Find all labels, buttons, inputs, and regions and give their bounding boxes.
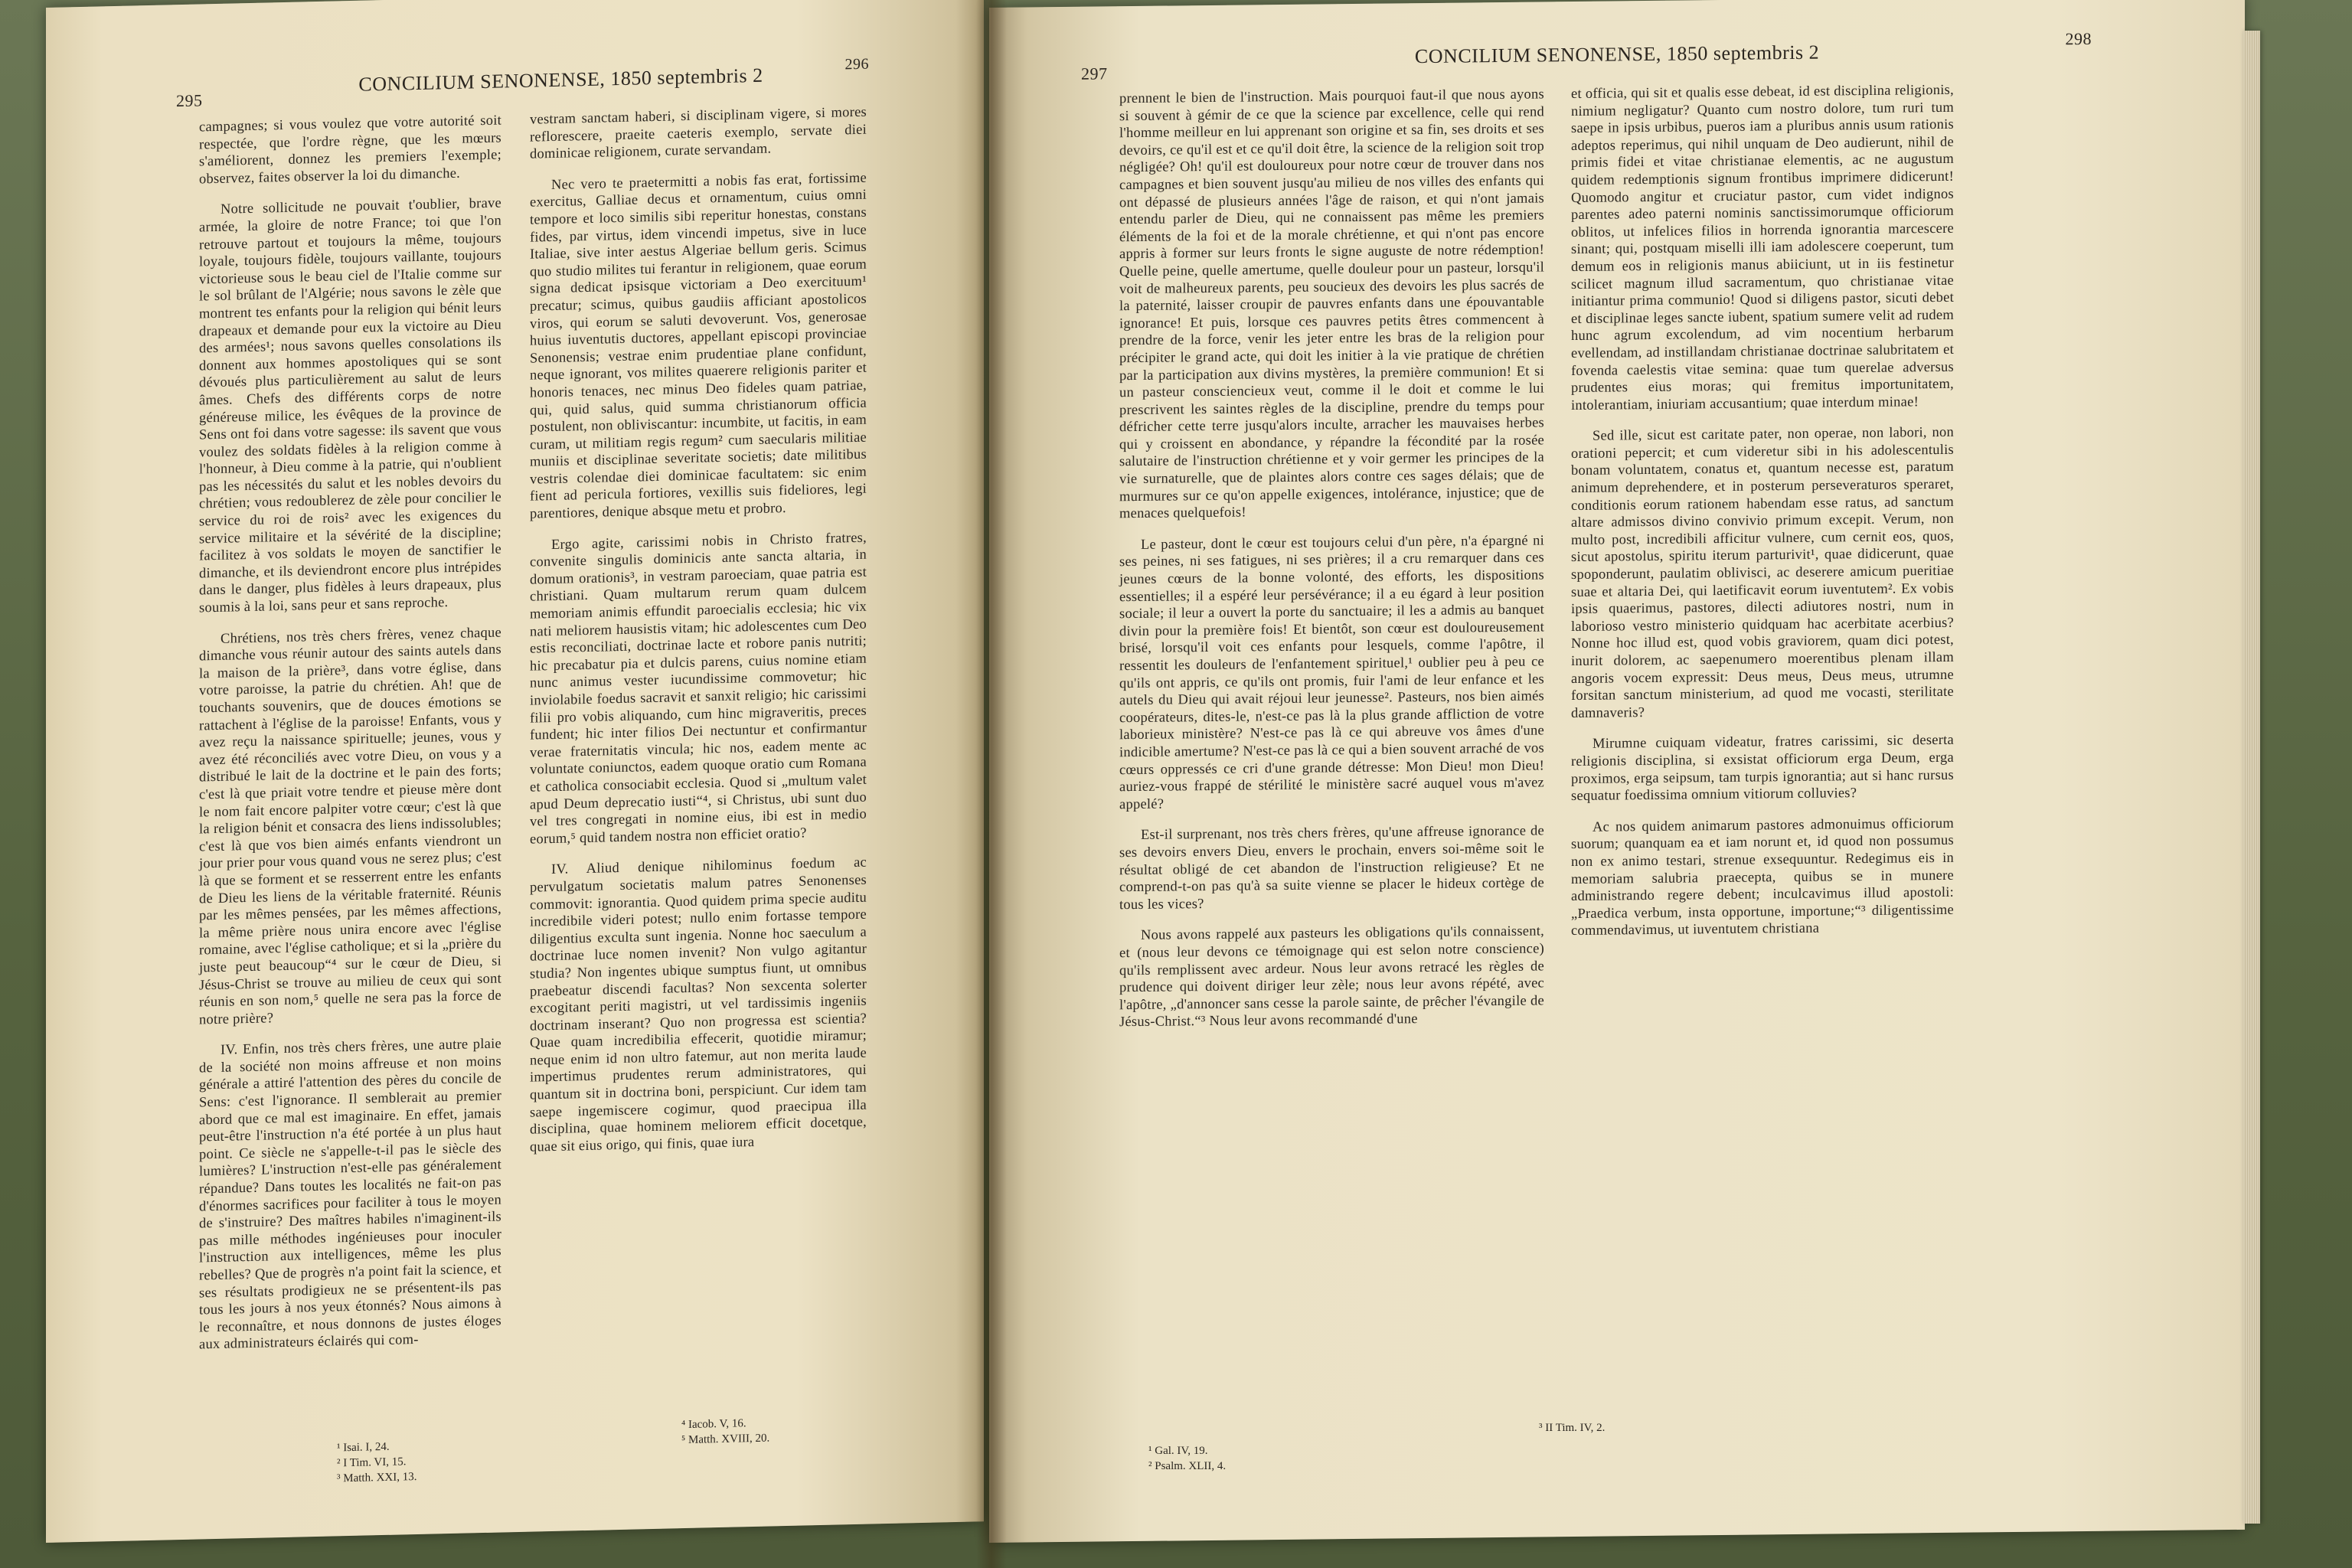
french-column <box>1119 86 1544 1045</box>
paragraph: IV. Enfin, nos très chers frères, une autre plaie de la société non moins affreuse et non moins générale a attiré l'attention des pères du concile de Sens: c'est l'ignorance. Il semblerait au premier abord que ce mal est imaginaire. En effet, jamais peut-être l'instruction n'a été portée à un plus haut point. Ce siècle ne s'appelle-t-il pas le siècle des lumières? L'instruction n'est-elle pas généralement répandue? Dans toutes les localités ne fait-on pas d'énormes sacrifices pour faciliter à tous le moyen de s'instruire? Des maîtres habiles n'imaginent-ils pas mille méthodes ingénieuses pour inoculer l'instruction aux intelligences, même les plus rebelles? Que de progrès n'a point fait la science, et ses résultats prodigieux ne se présentent-ils pas tous les jours à nos yeux étonnés? Nous aimons à le reconnaître, et nous donnons de justes éloges aux administrateurs éclairés qui com- <box>199 1036 501 1353</box>
footnote: ¹ Isai. I, 24. <box>337 1440 390 1455</box>
page-edges <box>2243 31 2260 1524</box>
page-number: 297 <box>1081 64 1108 83</box>
left-page <box>46 0 984 1543</box>
page-number: 295 <box>176 90 203 111</box>
paragraph: Nous avons rappelé aux pasteurs les obligations qu'ils connaissent, et (nous leur devons ce témoignage qui est selon notre conscience) qu'ils remplissent avec ardeur. Nous leur avons retracé les règles de prudence qui doivent diriger leur zèle; nous leur avons répété, avec l'apôtre, „d'annoncer sans cesse la parole sainte, de prêcher l'évangile de Jésus-Christ.“³ Nous leur avons recommandé d'une <box>1119 923 1544 1031</box>
footnotes <box>337 1439 417 1486</box>
footnote: ⁴ Iacob. V, 16. <box>681 1417 746 1432</box>
book-gutter <box>976 0 1007 1568</box>
footnotes <box>681 1416 769 1449</box>
footnote: ¹ Gal. IV, 19. <box>1148 1445 1208 1457</box>
paragraph: et officia, qui sit et qualis esse debeat, id est disciplina religionis, nimium negligatur? Quanto cum nostro dolore, tum ruri tum saepe in ipsis urbibus, pueros iam a pluribus annis usum rationis adeptos reperimus, qui nihil unquam de Deo audierunt, nihil de primis fidei et vitae christianae elementis, ac ne augustum quidem redemptionis signum frontibus imprimere didicerunt! Quomodo angitur et cruciatur pastor, cum videt indignos parentes adeo paterni nominis sanctissimorumque officiorum oblitos, ut infelices filios in horrenda ignorantia marcescere sinant; qui, postquam miselli illi iam adolescere coeperunt, tum demum eos in religionis manus abiiciunt, ut in iis festinetur scilicet magnum illud sacramentum, quo christianae vitae initiantur prima communio! Quod si diligens pastor, sicuti debet et disciplinae leges sancte iubent, spatium sumere velit ad rudem hunc agrum excolendum, ad vim nocentium herbarum evellendam, ad instillandam christianae doctrinae salubritatem et fovenda caelestis vitae semina: quae tum querelae adversus prudentes eius moras; qui fremitus importunitatem, intolerantiam, iniuriam accusantium; quae interdum minae! <box>1571 82 1954 413</box>
open-book <box>46 0 2266 1568</box>
running-title: CONCILIUM SENONENSE, 1850 septembris 2 <box>358 64 763 96</box>
right-page <box>989 0 2245 1543</box>
paragraph: IV. Aliud denique nihilominus foedum ac pervulgatum societatis malum patres Senonenses commovit: ignorantia. Quod quidem prima specie auditu incredibile videri potest; nullo enim fortasse tempore diligentius exculta sunt ingenia. Nonne hoc saeculum a doctrinae luce nomen invenit? Non vulgo agitantur studia? Non ingentes ubique sumptus fiunt, ut omnibus praebeatur discendi facultas? Non sexcenta solerter excogitant periti magistri, ut vel tardissimis ingeniis doctrinam inserant? Quo non progressa est scientia? Quae quam incredibilia effecerit, quotidie miramur; neque enim id non ultro fatemur, aut non merita laude impertimus prudentes rerum administratores, qui quantum sit in doctrina boni, perspiciunt. Cur idem tam saepe ingemiscere cogimur, quod praecipua illa disciplina, quae hominem meliorem efficit docetque, quae sit eius origo, qui finis, quae iura <box>530 855 867 1155</box>
paragraph: Est-il surprenant, nos très chers frères, qu'une affreuse ignorance de ses devoirs envers Dieu, envers le prochain, envers soi-même soit le résultat obligé de cet abandon de l'instruction religieuse? Et ne comprend-t-on pas qu'à sa suite vienne se placer le hideux cortège de tous les vices? <box>1119 823 1544 913</box>
paragraph: vestram sanctam haberi, si disciplinam vigere, si mores reflorescere, praeite caeteris exemplo, servate diei dominicae religionem, curate servandam. <box>530 104 867 162</box>
latin-column <box>1571 82 1954 954</box>
paragraph: Mirumne cuiquam videatur, fratres carissimi, sic deserta religionis disciplina, si exsistat officiorum erga Deum, erga proximos, erga seipsum, tam turpis ignorantia; aut si hanc rursus sequatur foedissima omnium vitiorum colluvies? <box>1571 733 1954 805</box>
paragraph: prennent le bien de l'instruction. Mais pourquoi faut-il que nous ayons si souvent à gémir de ce que la science par excellence, celle qui rend l'homme meilleur en lui apprenant son origine et sa fin, ses droits et ses devoirs, ce qu'il est et ce qu'il doit être, la science de la religion soit trop négligée? Oh! qu'il est douloureux pour notre cœur de trouver dans nos campagnes et bien souvent jusqu'au milieu de nos villes des enfants qui ont dépassé de plusieurs années l'âge de raison, et qui n'ont jamais entendu parler de Dieu, qui ne connaissent pas même les premiers éléments de la foi et de la morale chrétienne, et qui n'ont pas encore appris à former sur leurs fronts le signe auguste de notre rédemption! Quelle peine, quelle amertume, quelle douleur pour un pasteur, lorsqu'il voit de malheureux parents, peu soucieux des devoirs les plus sacrés de la paternité, laisser croupir de pauvres enfants dans une épouvantable ignorance! Et puis, lorsque ces pauvres petits êtres commencent à prendre de la force, venir les jeter entre les bras de la religion pour précipiter le grand acte, qui doit les initier à la vie pratique de chrétien par la participation aux divins mystères, la première communion! Et si un pasteur consciencieux veut, comme il le doit et comme le lui prescrivent les saintes règles de la discipline, prendre du temps pour défricher cette terre jusqu'alors inculte, arracher les mauvaises herbes qui y croissent en abondance, y répandre la fécondité par la rosée salutaire de l'instruction chrétienne et y voir germer les principes de la vie surnaturelle, que de plaintes alors contre ces sages délais; que de murmures sur ce qu'on appelle exigences, intolérance, injustice; que de menaces quelquefois! <box>1119 87 1544 522</box>
paragraph: Le pasteur, dont le cœur est toujours celui d'un père, n'a épargné ni ses peines, ni ses fatigues, ni ses prières; il a cru remarquer dans ces jeunes cœurs de la bonne volonté, des efforts, les dispositions essentielles; il a espéré leur persévérance; il a eu égard à leur position sociale; il leur a ouvert la porte du sanctuaire; il les a admis au banquet divin pour la première fois! Et bientôt, son cœur est douloureusement brisé, lorsqu'il voit ces enfants pour lesquels, comme l'apôtre, il ressentit les douleurs de l'enfantement spirituel,¹ oublier peu à peu ce qu'ils ont appris, ce qu'ils ont promis, fuir l'ami de leur enfance et les autels du Dieu qui avait réjoui leur jeunesse². Pasteurs, nos bien aimés coopérateurs, dites-le, n'est-ce pas là la plus grande affliction de votre laborieux ministère? N'est-ce pas là ce qui abreuve vos âmes d'une indicible amertume? N'est-ce pas là ce qui a bien souvent arraché de vos cœurs oppressés ce cri d'une grande détresse: Mon Dieu! mon Dieu! auriez-vous frappé de stérilité le ministère sacré auquel vous m'avez appelé? <box>1119 533 1544 812</box>
column-number: 296 <box>844 55 869 74</box>
paragraph: Ergo agite, carissimi nobis in Christo fratres, convenite singulis dominicis ante sancta altaria, in domum orationis³, in vestram paroeciam, quae patria est christiani. Quam multarum rerum quam dulcem memoriam animis effundit paroecialis ecclesia; hic vix nati meliorem hausistis vitam; hic adolescentes cum Deo estis reconciliati, doctrinae lacte et robore panis nutriti; hic precabatur pia et dulcis parens, cuius nomine etiam nunc animus vester iucundissime commovetur; hic inviolabile foedus sacravit et sanxit religio; hic carissimi filii pro vobis aliquando, cum hinc migraveritis, preces fundent; hic inter filios Dei nectuntur et confirmantur verae fraternitatis vincula; hic nos, eadem mente ac voluntate coniunctos, eadem quoque oratio cum Romana et catholica consociabit ecclesia. Quod si „multum valet apud Deum deprecatio iusti“⁴, si Christus, ubi sunt duo vel tres congregati in nomine eius, ibi est in medio eorum,⁵ quid tandem nostra non efficiet oratio? <box>530 530 867 848</box>
paragraph: campagnes; si vous voulez que votre autorité soit respectée, que l'ordre règne, que les mœurs s'améliorent, donnez les premiers l'exemple; observez, faites observer la loi du dimanche. <box>199 113 501 188</box>
footnotes <box>1148 1443 1226 1474</box>
right-page-header <box>989 28 2245 83</box>
paragraph: Chrétiens, nos très chers frères, venez chaque dimanche vous réunir autour des saints autels dans la maison de la prière³, dans votre église, dans votre paroisse, la patrie du chrétien. Ah! que de touchants souvenirs, que de douces émotions se rattachent à l'église de la paroisse! Enfants, vous y avez reçu la naissance spirituelle; jeunes, vous y avez été réconciliés avec votre Dieu, on vous y a distribué le lait de la doctrine et le pain des forts; c'est là que priait votre tendre et pieuse mère dont le nom fait encore palpiter votre cœur; c'est là que la religion bénit et consacra des liens indissolubles; c'est là que vos bien aimés enfants viendront un jour prier pour vous quand vous ne serez plus; c'est là que se forment et se resserrent entre les enfants de Dieu les liens de la véritable fraternité. Réunis par les mêmes pensées, par les mêmes affections, la même prière nous unira encore avec l'église romaine, avec l'église catholique; et si la „prière du juste peut beaucoup“⁴ sur le cœur de Dieu, si Jésus-Christ se trouve au milieu de ceux qui sont réunis en son nom,⁵ quelle ne sera pas la force de notre prière? <box>199 625 501 1028</box>
paragraph: Notre sollicitude ne pouvait t'oublier, brave armée, la gloire de notre France; toi que l'on retrouve partout et toujours la même, toujours loyale, toujours fidèle, toujours vaillante, toujours victorieuse sous le beau ciel de l'Italie comme sur le sol brûlant de l'Algérie; nous savons le zèle que montrent tes enfants pour la religion qui bénit leurs drapeaux et demande pour eux la victoire au Dieu des armées¹; nous savons quelles consolations ils donnent aux hommes apostoliques qui se sont dévoués plus particulièrement au salut de leurs âmes. Chefs des différents corps de notre généreuse milice, les évêques de la province de Sens ont foi dans votre sagesse: ils savent que vous voulez des soldats fidèles à la religion comme à l'honneur, à Dieu comme à la patrie, qui n'oublient pas les nécessités du salut et les nobles devoirs du chrétien; vous redoublerez de zèle pour concilier le service du roi de rois² avec les exigences du service militaire et la sévérité de la discipline; facilitez à vos soldats le moyen de sanctifier le dimanche, et ils deviendront encore plus intrépides dans le danger, plus fidèles à leurs drapeaux, plus soumis à la loi, sans peur et sans reproche. <box>199 195 501 616</box>
left-page-columns <box>46 101 984 1451</box>
right-page-columns <box>989 82 2245 1451</box>
paragraph: Sed ille, sicut est caritate pater, non operae, non labori, non orationi pepercit; et cum videretur sibi in his adolescentulis bonam voluntatem, conatus et, quantum necesse est, paratum animum deprehendere, et in posterum perseveraturos speraret, conditionis eorum rationem habendam esse ratus, ad sanctum altare admissos divino convivio primum excepit. Verum, non multo post, incredibili afficitur vulnere, cum cernit eos, quos, sicut apostolus, spiritu iterum parturivit¹, quae didicerunt, quae spoponderunt, paulatim oblivisci, ac deserere amicum pueritiae suae et altaria Dei, qui laetificavit eorum iuventutem². Ex vobis ipsis quaerimus, pastores, dilecti adiutores nostri, num in laborioso vestro ministerio quidquam hac acerbitate acerbius? Nonne hoc illud est, quod vobis graviorem, quam dici potest, inurit dolorem, ac saepenumero moerentibus plenam illam angoris vocem expressit: Deus meus, Deus meus, utrumne forsitan sanctum ministerium, ad quod me vocasti, sterilitate damnaveris? <box>1571 425 1954 721</box>
footnote: ² Psalm. XLII, 4. <box>1148 1460 1227 1472</box>
latin-column <box>530 104 867 1170</box>
footnote: ² I Tim. VI, 15. <box>337 1455 407 1470</box>
page-number: 298 <box>2065 28 2092 49</box>
footnote: ³ Matth. XXI, 13. <box>337 1471 417 1485</box>
french-column <box>199 112 501 1367</box>
footnotes <box>1539 1420 1605 1436</box>
paragraph: Nec vero te praetermitti a nobis fas erat, fortissime exercitus, Galliae decus et ornamentum, cuius omni tempore et loco similis sibi reperitur honestas, constans fides, par virtus, idem vincendi impetus, sive in luce Italiae, sive inter aestus Algeriae bellum geris. Scimus quo studio milites tui ferantur in religionem, quae eorum signa dedicat ipsisque victoriam a Deo exercituum¹ precatur; scimus, quibus gaudiis afficiant apostolicos viros, qui eorum se saluti devoverunt. Vos, generosae huius iuventutis ductores, appellant episcopi provinciae Senonensis; vestrae enim prudentiae plane confidunt, neque ignorant, vos milites quaerere religionis pariter et honoris tenaces, nec minus Deo fideles quam patriae, qui, quid salus, quid summa christianorum officia postulent, non obliviscantur: incumbite, ut facitis, in eam curam, ut militiam regis regum² cum saecularis militiae muniis et disciplinae severitate societis; date militibus vestris colendae diei dominicae facultatem: sic enim fient ad pericula fortiores, vexillis suis fideliores, legi parentiores, denique absque metu et probro. <box>530 170 867 522</box>
footnote: ³ II Tim. IV, 2. <box>1539 1422 1606 1434</box>
paragraph: Ac nos quidem animarum pastores admonuimus officiorum suorum; quanquam ea et iam norunt et, id quod non possumus non ex animo testari, strenue exsequuntur. Redegimus eis in memoriam salubria praecepta, quibus se in munere administrando regere debent; inculcavimus illud apostoli: „Praedica verbum, insta opportune, importune;“³ diligentissime commendavimus, ut iuventutem christiana <box>1571 815 1954 939</box>
left-page-header <box>46 55 984 111</box>
footnote: ⁵ Matth. XVIII, 20. <box>681 1432 770 1447</box>
running-title: CONCILIUM SENONENSE, 1850 septembris 2 <box>1414 41 1820 68</box>
